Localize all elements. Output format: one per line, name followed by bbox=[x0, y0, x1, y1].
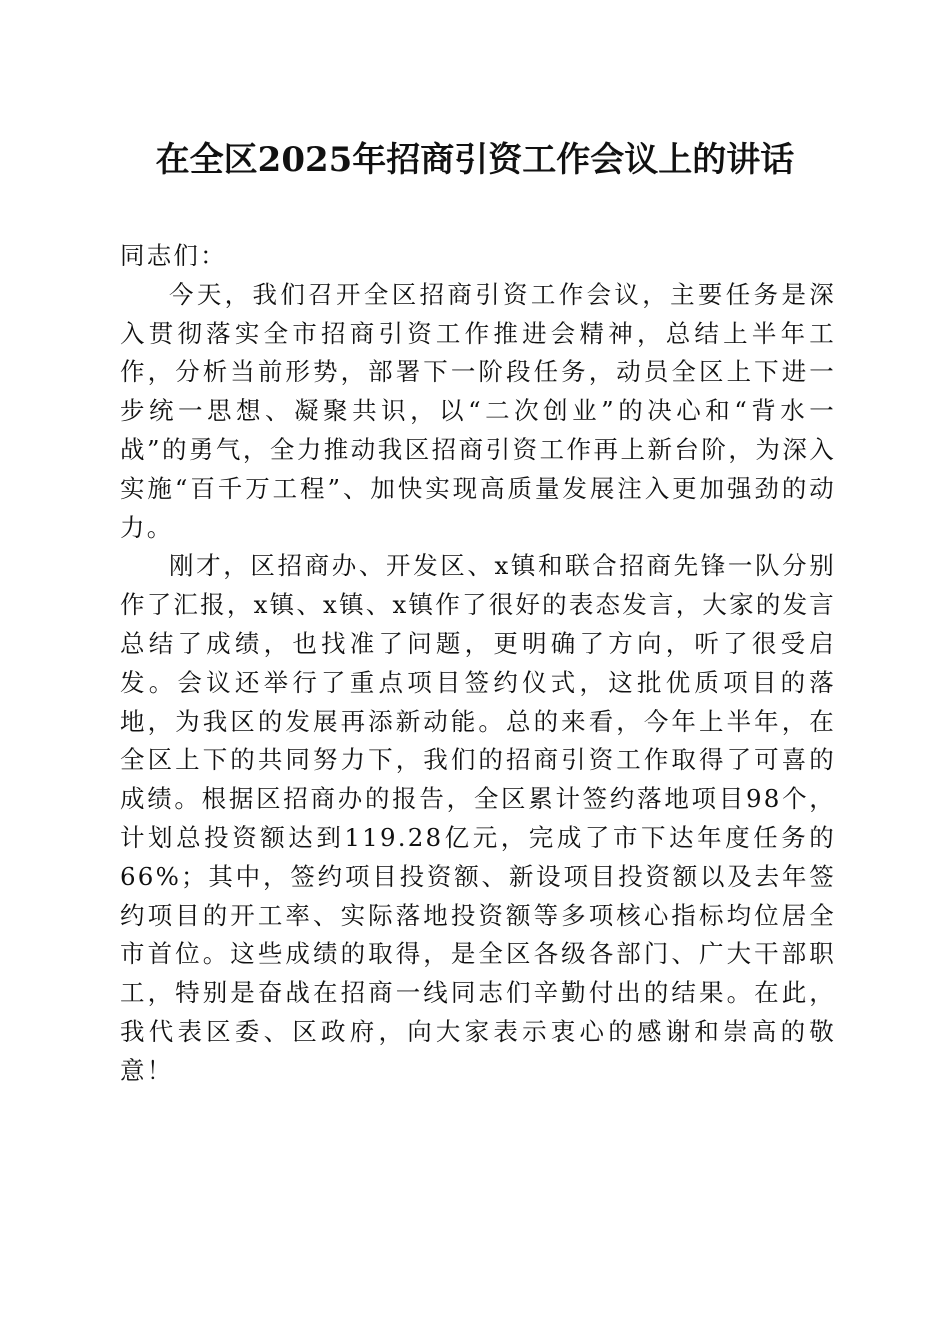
paragraph-1: 今天，我们召开全区招商引资工作会议，主要任务是深入贯彻落实全市招商引资工作推进会精神，总结上半年工作，分析当前形势，部署下一阶段任务，动员全区上下进一步统一思想、凝聚共识，以“二次创业”的决心和“背水一战”的勇气，全力推动我区招商引资工作再上新台阶，为深入实施“百千万工程”、加快实现高质量发展注入更加强劲的动力。 bbox=[120, 279, 836, 542]
paragraph-2: 刚才，区招商办、开发区、x镇和联合招商先锋一队分别作了汇报，x镇、x镇、x镇作了很好的表态发言，大家的发言总结了成绩，也找准了问题，更明确了方向，听了很受启发。会议还举行了重点项目签约仪式，这批优质项目的落地，为我区的发展再添新动能。总的来看，今年上半年，在全区上下的共同努力下，我们的招商引资工作取得了可喜的成绩。根据区招商办的报告，全区累计签约落地项目98个，计划总投资额达到119.28亿元，完成了市下达年度任务的66%；其中，签约项目投资额、新设项目投资额以及去年签约项目的开工率、实际落地投资额等多项核心指标均位居全市首位。这些成绩的取得，是全区各级各部门、广大干部职工，特别是奋战在招商一线同志们辛勤付出的结果。在此，我代表区委、区政府，向大家表示衷心的感谢和崇高的敬意！ bbox=[120, 551, 836, 1085]
salutation: 同志们： bbox=[120, 241, 227, 270]
document-body bbox=[120, 237, 836, 1091]
document-title: 在全区2025年招商引资工作会议上的讲话 bbox=[155, 140, 795, 180]
